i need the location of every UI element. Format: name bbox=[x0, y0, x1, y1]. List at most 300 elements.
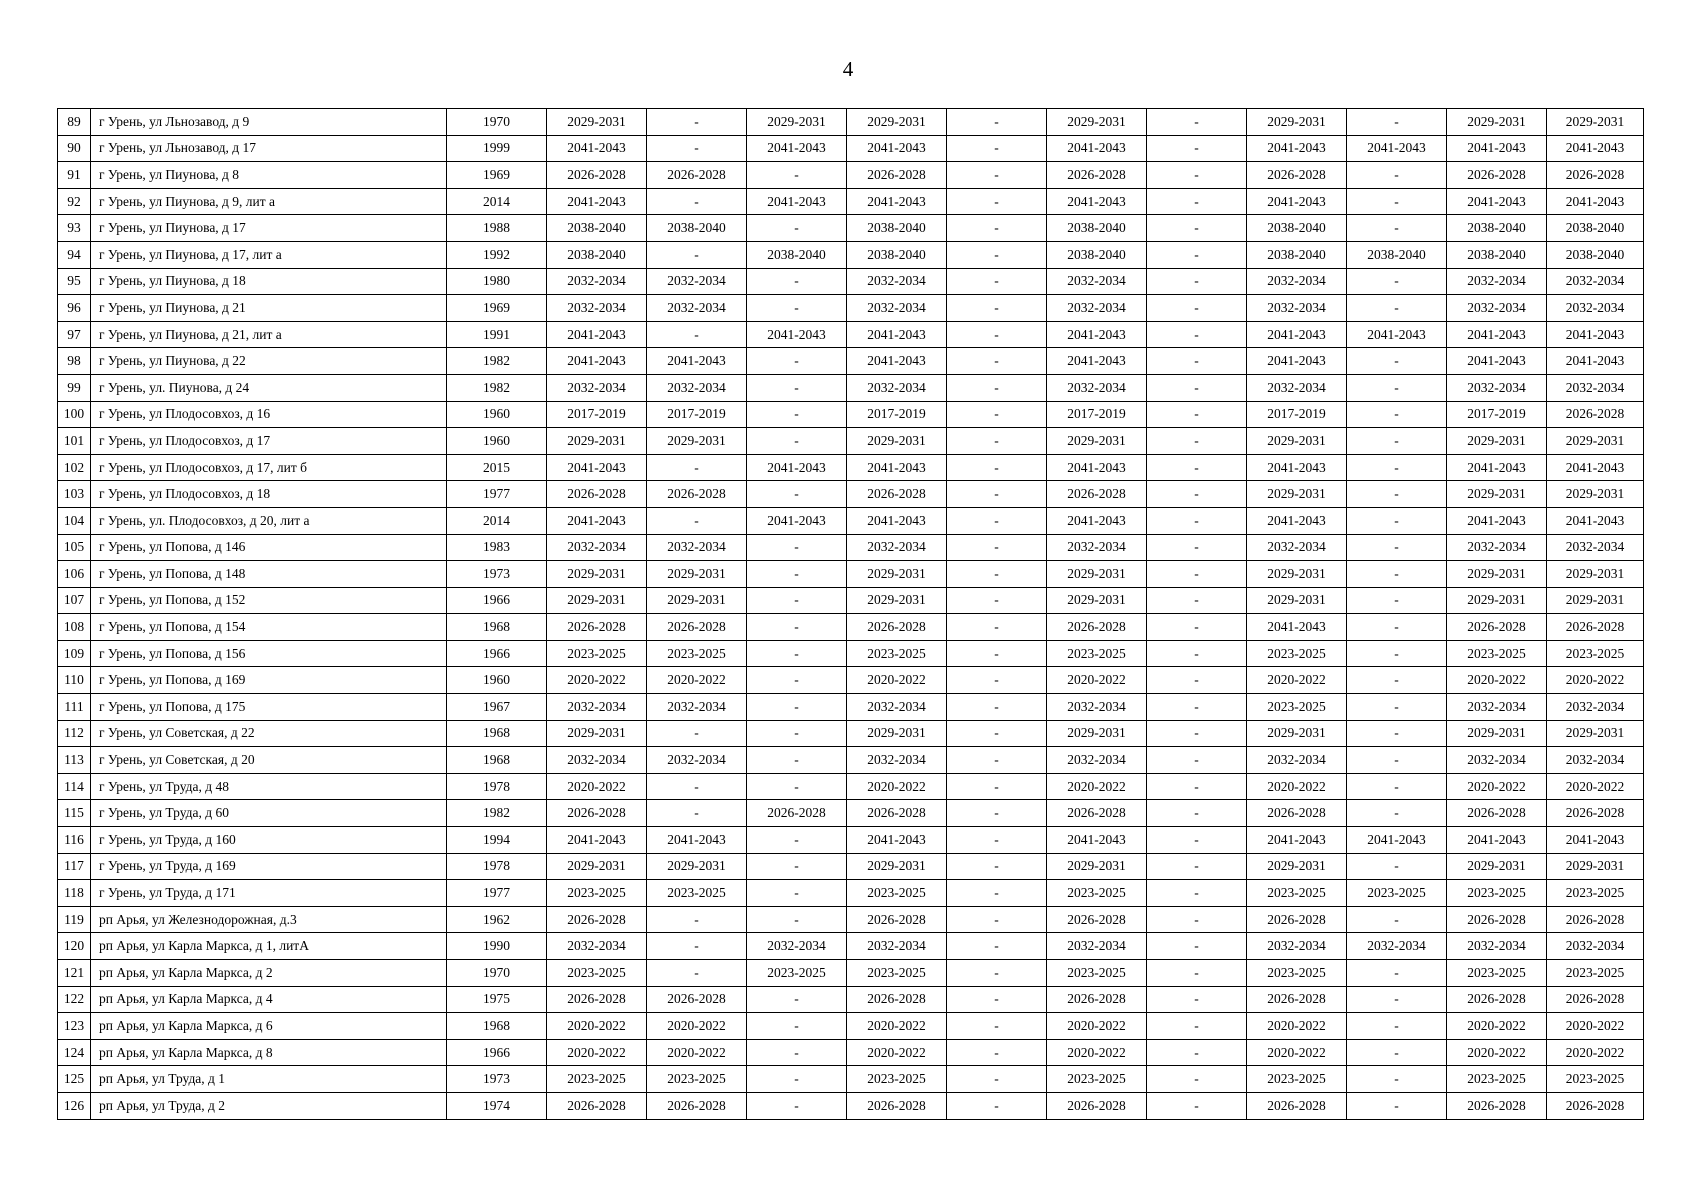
page-number: 4 bbox=[842, 57, 854, 81]
period-cell-5: - bbox=[947, 348, 1047, 375]
period-cell-8: 2023-2025 bbox=[1247, 1066, 1347, 1093]
period-cell-6: 2026-2028 bbox=[1047, 800, 1147, 827]
table-row bbox=[58, 906, 1644, 933]
period-cell-4: 2032-2034 bbox=[847, 268, 947, 295]
period-cell-11: 2026-2028 bbox=[1547, 1092, 1644, 1119]
period-cell-6: 2041-2043 bbox=[1047, 321, 1147, 348]
period-cell-10: 2020-2022 bbox=[1447, 1039, 1547, 1066]
period-cell-2: - bbox=[647, 960, 747, 987]
period-cell-7: - bbox=[1147, 241, 1247, 268]
period-cell-5: - bbox=[947, 109, 1047, 136]
period-cell-9: - bbox=[1347, 561, 1447, 588]
period-cell-11: 2032-2034 bbox=[1547, 295, 1644, 322]
period-cell-7: - bbox=[1147, 720, 1247, 747]
period-cell-7: - bbox=[1147, 401, 1247, 428]
period-cell-2: 2038-2040 bbox=[647, 215, 747, 242]
table-row bbox=[58, 747, 1644, 774]
period-cell-4: 2041-2043 bbox=[847, 135, 947, 162]
table-row bbox=[58, 880, 1644, 907]
period-cell-1: 2029-2031 bbox=[547, 853, 647, 880]
period-cell-4: 2032-2034 bbox=[847, 694, 947, 721]
table-row bbox=[58, 827, 1644, 854]
period-cell-3: - bbox=[747, 614, 847, 641]
period-cell-11: 2029-2031 bbox=[1547, 109, 1644, 136]
period-cell-2: - bbox=[647, 800, 747, 827]
period-cell-2: 2023-2025 bbox=[647, 880, 747, 907]
period-cell-6: 2026-2028 bbox=[1047, 986, 1147, 1013]
period-cell-8: 2032-2034 bbox=[1247, 933, 1347, 960]
period-cell-5: - bbox=[947, 428, 1047, 455]
period-cell-3: - bbox=[747, 401, 847, 428]
table-row bbox=[58, 561, 1644, 588]
period-cell-10: 2032-2034 bbox=[1447, 933, 1547, 960]
period-cell-11: 2038-2040 bbox=[1547, 215, 1644, 242]
period-cell-10: 2041-2043 bbox=[1447, 827, 1547, 854]
period-cell-8: 2020-2022 bbox=[1247, 667, 1347, 694]
period-cell-3: 2026-2028 bbox=[747, 800, 847, 827]
period-cell-9: - bbox=[1347, 747, 1447, 774]
period-cell-8: 2029-2031 bbox=[1247, 481, 1347, 508]
period-cell-5: - bbox=[947, 268, 1047, 295]
period-cell-11: 2029-2031 bbox=[1547, 561, 1644, 588]
address-cell: рп Арья, ул Карла Маркса, д 1, литА bbox=[91, 933, 447, 960]
year-built-cell: 1990 bbox=[447, 933, 547, 960]
period-cell-5: - bbox=[947, 747, 1047, 774]
period-cell-8: 2026-2028 bbox=[1247, 1092, 1347, 1119]
period-cell-6: 2041-2043 bbox=[1047, 135, 1147, 162]
address-cell: рп Арья, ул Труда, д 2 bbox=[91, 1092, 447, 1119]
period-cell-10: 2023-2025 bbox=[1447, 880, 1547, 907]
period-cell-1: 2029-2031 bbox=[547, 561, 647, 588]
table-row bbox=[58, 109, 1644, 136]
period-cell-2: 2032-2034 bbox=[647, 268, 747, 295]
period-cell-4: 2029-2031 bbox=[847, 561, 947, 588]
period-cell-8: 2020-2022 bbox=[1247, 1013, 1347, 1040]
row-number-cell: 121 bbox=[58, 960, 91, 987]
period-cell-2: 2023-2025 bbox=[647, 640, 747, 667]
period-cell-11: 2032-2034 bbox=[1547, 374, 1644, 401]
address-cell: г Урень, ул Труда, д 48 bbox=[91, 773, 447, 800]
year-built-cell: 1977 bbox=[447, 880, 547, 907]
period-cell-10: 2026-2028 bbox=[1447, 1092, 1547, 1119]
period-cell-8: 2041-2043 bbox=[1247, 507, 1347, 534]
year-built-cell: 1967 bbox=[447, 694, 547, 721]
period-cell-6: 2038-2040 bbox=[1047, 241, 1147, 268]
period-cell-7: - bbox=[1147, 534, 1247, 561]
row-number-cell: 100 bbox=[58, 401, 91, 428]
period-cell-10: 2041-2043 bbox=[1447, 135, 1547, 162]
period-cell-7: - bbox=[1147, 481, 1247, 508]
period-cell-1: 2026-2028 bbox=[547, 800, 647, 827]
period-cell-3: 2023-2025 bbox=[747, 960, 847, 987]
address-cell: г Урень, ул Попова, д 152 bbox=[91, 587, 447, 614]
period-cell-8: 2041-2043 bbox=[1247, 348, 1347, 375]
period-cell-8: 2032-2034 bbox=[1247, 295, 1347, 322]
period-cell-6: 2026-2028 bbox=[1047, 1092, 1147, 1119]
row-number-cell: 91 bbox=[58, 162, 91, 189]
address-cell: г Урень, ул Пиунова, д 21 bbox=[91, 295, 447, 322]
period-cell-9: 2023-2025 bbox=[1347, 880, 1447, 907]
year-built-cell: 1978 bbox=[447, 773, 547, 800]
address-cell: г Урень, ул Льнозавод, д 9 bbox=[91, 109, 447, 136]
period-cell-5: - bbox=[947, 454, 1047, 481]
period-cell-4: 2041-2043 bbox=[847, 321, 947, 348]
period-cell-1: 2026-2028 bbox=[547, 986, 647, 1013]
period-cell-4: 2041-2043 bbox=[847, 188, 947, 215]
period-cell-3: - bbox=[747, 720, 847, 747]
period-cell-11: 2029-2031 bbox=[1547, 428, 1644, 455]
address-cell: рп Арья, ул Карла Маркса, д 8 bbox=[91, 1039, 447, 1066]
period-cell-2: 2026-2028 bbox=[647, 481, 747, 508]
period-cell-3: - bbox=[747, 773, 847, 800]
period-cell-7: - bbox=[1147, 827, 1247, 854]
period-cell-3: 2041-2043 bbox=[747, 135, 847, 162]
row-number-cell: 114 bbox=[58, 773, 91, 800]
table-row bbox=[58, 853, 1644, 880]
period-cell-1: 2020-2022 bbox=[547, 667, 647, 694]
period-cell-4: 2026-2028 bbox=[847, 906, 947, 933]
period-cell-10: 2026-2028 bbox=[1447, 162, 1547, 189]
year-built-cell: 1982 bbox=[447, 800, 547, 827]
table-row bbox=[58, 135, 1644, 162]
row-number-cell: 89 bbox=[58, 109, 91, 136]
period-cell-6: 2032-2034 bbox=[1047, 747, 1147, 774]
year-built-cell: 1968 bbox=[447, 747, 547, 774]
period-cell-4: 2020-2022 bbox=[847, 1039, 947, 1066]
period-cell-3: - bbox=[747, 1013, 847, 1040]
period-cell-2: 2032-2034 bbox=[647, 295, 747, 322]
period-cell-3: 2041-2043 bbox=[747, 188, 847, 215]
period-cell-5: - bbox=[947, 960, 1047, 987]
table-row bbox=[58, 374, 1644, 401]
address-cell: г Урень, ул. Плодосовхоз, д 20, лит а bbox=[91, 507, 447, 534]
period-cell-4: 2026-2028 bbox=[847, 1092, 947, 1119]
period-cell-11: 2020-2022 bbox=[1547, 1039, 1644, 1066]
period-cell-6: 2020-2022 bbox=[1047, 773, 1147, 800]
period-cell-5: - bbox=[947, 853, 1047, 880]
period-cell-9: - bbox=[1347, 428, 1447, 455]
row-number-cell: 93 bbox=[58, 215, 91, 242]
table-row bbox=[58, 667, 1644, 694]
year-built-cell: 1980 bbox=[447, 268, 547, 295]
period-cell-4: 2020-2022 bbox=[847, 1013, 947, 1040]
row-number-cell: 96 bbox=[58, 295, 91, 322]
period-cell-8: 2041-2043 bbox=[1247, 827, 1347, 854]
year-built-cell: 1978 bbox=[447, 853, 547, 880]
period-cell-2: 2041-2043 bbox=[647, 827, 747, 854]
period-cell-1: 2026-2028 bbox=[547, 481, 647, 508]
period-cell-2: 2029-2031 bbox=[647, 428, 747, 455]
period-cell-11: 2029-2031 bbox=[1547, 587, 1644, 614]
period-cell-5: - bbox=[947, 321, 1047, 348]
table-row bbox=[58, 1013, 1644, 1040]
table-row bbox=[58, 773, 1644, 800]
period-cell-7: - bbox=[1147, 428, 1247, 455]
address-cell: г Урень, ул Попова, д 148 bbox=[91, 561, 447, 588]
address-cell: г Урень, ул Пиунова, д 18 bbox=[91, 268, 447, 295]
address-cell: г Урень, ул Плодосовхоз, д 17, лит б bbox=[91, 454, 447, 481]
table-row bbox=[58, 401, 1644, 428]
period-cell-5: - bbox=[947, 1013, 1047, 1040]
period-cell-7: - bbox=[1147, 188, 1247, 215]
period-cell-9: - bbox=[1347, 640, 1447, 667]
period-cell-10: 2023-2025 bbox=[1447, 640, 1547, 667]
row-number-cell: 122 bbox=[58, 986, 91, 1013]
period-cell-5: - bbox=[947, 374, 1047, 401]
row-number-cell: 106 bbox=[58, 561, 91, 588]
period-cell-11: 2029-2031 bbox=[1547, 853, 1644, 880]
address-cell: г Урень, ул Плодосовхоз, д 17 bbox=[91, 428, 447, 455]
year-built-cell: 1973 bbox=[447, 1066, 547, 1093]
period-cell-10: 2023-2025 bbox=[1447, 1066, 1547, 1093]
period-cell-5: - bbox=[947, 507, 1047, 534]
period-cell-9: - bbox=[1347, 481, 1447, 508]
period-cell-11: 2032-2034 bbox=[1547, 933, 1644, 960]
period-cell-1: 2029-2031 bbox=[547, 428, 647, 455]
period-cell-3: 2032-2034 bbox=[747, 933, 847, 960]
year-built-cell: 1966 bbox=[447, 587, 547, 614]
period-cell-6: 2020-2022 bbox=[1047, 1013, 1147, 1040]
address-cell: г Урень, ул Пиунова, д 9, лит а bbox=[91, 188, 447, 215]
period-cell-7: - bbox=[1147, 348, 1247, 375]
year-built-cell: 1973 bbox=[447, 561, 547, 588]
period-cell-9: - bbox=[1347, 986, 1447, 1013]
period-cell-8: 2041-2043 bbox=[1247, 454, 1347, 481]
period-cell-10: 2032-2034 bbox=[1447, 534, 1547, 561]
table-row bbox=[58, 1092, 1644, 1119]
period-cell-10: 2017-2019 bbox=[1447, 401, 1547, 428]
period-cell-6: 2032-2034 bbox=[1047, 268, 1147, 295]
period-cell-6: 2020-2022 bbox=[1047, 667, 1147, 694]
period-cell-2: 2026-2028 bbox=[647, 1092, 747, 1119]
period-cell-5: - bbox=[947, 481, 1047, 508]
period-cell-11: 2041-2043 bbox=[1547, 454, 1644, 481]
row-number-cell: 94 bbox=[58, 241, 91, 268]
period-cell-1: 2029-2031 bbox=[547, 587, 647, 614]
period-cell-11: 2026-2028 bbox=[1547, 162, 1644, 189]
period-cell-6: 2041-2043 bbox=[1047, 454, 1147, 481]
period-cell-5: - bbox=[947, 587, 1047, 614]
period-cell-4: 2029-2031 bbox=[847, 720, 947, 747]
period-cell-3: - bbox=[747, 986, 847, 1013]
year-built-cell: 1975 bbox=[447, 986, 547, 1013]
period-cell-9: - bbox=[1347, 109, 1447, 136]
period-cell-4: 2041-2043 bbox=[847, 454, 947, 481]
row-number-cell: 97 bbox=[58, 321, 91, 348]
period-cell-1: 2032-2034 bbox=[547, 374, 647, 401]
period-cell-2: 2026-2028 bbox=[647, 162, 747, 189]
period-cell-2: - bbox=[647, 135, 747, 162]
period-cell-2: 2026-2028 bbox=[647, 614, 747, 641]
period-cell-6: 2032-2034 bbox=[1047, 295, 1147, 322]
address-cell: г Урень, ул Попова, д 175 bbox=[91, 694, 447, 721]
period-cell-7: - bbox=[1147, 986, 1247, 1013]
row-number-cell: 111 bbox=[58, 694, 91, 721]
period-cell-1: 2026-2028 bbox=[547, 1092, 647, 1119]
row-number-cell: 110 bbox=[58, 667, 91, 694]
table-row bbox=[58, 268, 1644, 295]
period-cell-11: 2032-2034 bbox=[1547, 534, 1644, 561]
row-number-cell: 105 bbox=[58, 534, 91, 561]
period-cell-4: 2023-2025 bbox=[847, 1066, 947, 1093]
year-built-cell: 1983 bbox=[447, 534, 547, 561]
row-number-cell: 95 bbox=[58, 268, 91, 295]
period-cell-9: - bbox=[1347, 1066, 1447, 1093]
period-cell-6: 2029-2031 bbox=[1047, 587, 1147, 614]
period-cell-6: 2029-2031 bbox=[1047, 109, 1147, 136]
period-cell-7: - bbox=[1147, 507, 1247, 534]
address-cell: г Урень, ул Попова, д 169 bbox=[91, 667, 447, 694]
period-cell-11: 2020-2022 bbox=[1547, 1013, 1644, 1040]
table-row bbox=[58, 241, 1644, 268]
period-cell-3: - bbox=[747, 348, 847, 375]
period-cell-7: - bbox=[1147, 640, 1247, 667]
address-cell: г Урень, ул Советская, д 20 bbox=[91, 747, 447, 774]
period-cell-7: - bbox=[1147, 614, 1247, 641]
period-cell-1: 2041-2043 bbox=[547, 188, 647, 215]
period-cell-5: - bbox=[947, 614, 1047, 641]
address-cell: г Урень, ул. Пиунова, д 24 bbox=[91, 374, 447, 401]
period-cell-1: 2032-2034 bbox=[547, 268, 647, 295]
period-cell-9: - bbox=[1347, 853, 1447, 880]
period-cell-4: 2026-2028 bbox=[847, 614, 947, 641]
period-cell-8: 2029-2031 bbox=[1247, 428, 1347, 455]
period-cell-11: 2041-2043 bbox=[1547, 827, 1644, 854]
period-cell-4: 2026-2028 bbox=[847, 986, 947, 1013]
period-cell-3: - bbox=[747, 162, 847, 189]
period-cell-10: 2026-2028 bbox=[1447, 906, 1547, 933]
period-cell-7: - bbox=[1147, 906, 1247, 933]
address-cell: г Урень, ул Пиунова, д 22 bbox=[91, 348, 447, 375]
row-number-cell: 98 bbox=[58, 348, 91, 375]
period-cell-10: 2032-2034 bbox=[1447, 295, 1547, 322]
period-cell-5: - bbox=[947, 534, 1047, 561]
row-number-cell: 115 bbox=[58, 800, 91, 827]
year-built-cell: 1974 bbox=[447, 1092, 547, 1119]
row-number-cell: 90 bbox=[58, 135, 91, 162]
period-cell-10: 2026-2028 bbox=[1447, 986, 1547, 1013]
table-row bbox=[58, 800, 1644, 827]
period-cell-1: 2023-2025 bbox=[547, 880, 647, 907]
period-cell-8: 2026-2028 bbox=[1247, 800, 1347, 827]
period-cell-8: 2032-2034 bbox=[1247, 268, 1347, 295]
period-cell-6: 2041-2043 bbox=[1047, 348, 1147, 375]
period-cell-3: - bbox=[747, 640, 847, 667]
period-cell-9: 2038-2040 bbox=[1347, 241, 1447, 268]
period-cell-9: - bbox=[1347, 401, 1447, 428]
period-cell-10: 2029-2031 bbox=[1447, 587, 1547, 614]
address-cell: рп Арья, ул Труда, д 1 bbox=[91, 1066, 447, 1093]
address-cell: г Урень, ул Плодосовхоз, д 18 bbox=[91, 481, 447, 508]
period-cell-5: - bbox=[947, 933, 1047, 960]
period-cell-2: 2020-2022 bbox=[647, 667, 747, 694]
period-cell-3: - bbox=[747, 561, 847, 588]
table-row bbox=[58, 454, 1644, 481]
period-cell-2: 2029-2031 bbox=[647, 587, 747, 614]
period-cell-4: 2026-2028 bbox=[847, 162, 947, 189]
row-number-cell: 126 bbox=[58, 1092, 91, 1119]
year-built-cell: 1999 bbox=[447, 135, 547, 162]
period-cell-11: 2032-2034 bbox=[1547, 747, 1644, 774]
period-cell-6: 2023-2025 bbox=[1047, 640, 1147, 667]
period-cell-9: 2041-2043 bbox=[1347, 135, 1447, 162]
period-cell-1: 2041-2043 bbox=[547, 454, 647, 481]
period-cell-9: - bbox=[1347, 188, 1447, 215]
row-number-cell: 116 bbox=[58, 827, 91, 854]
period-cell-3: - bbox=[747, 268, 847, 295]
period-cell-8: 2020-2022 bbox=[1247, 773, 1347, 800]
period-cell-9: - bbox=[1347, 215, 1447, 242]
table-row bbox=[58, 1039, 1644, 1066]
period-cell-3: - bbox=[747, 694, 847, 721]
period-cell-9: - bbox=[1347, 667, 1447, 694]
period-cell-3: - bbox=[747, 880, 847, 907]
period-cell-7: - bbox=[1147, 454, 1247, 481]
period-cell-11: 2020-2022 bbox=[1547, 667, 1644, 694]
row-number-cell: 123 bbox=[58, 1013, 91, 1040]
period-cell-11: 2026-2028 bbox=[1547, 986, 1644, 1013]
period-cell-5: - bbox=[947, 1039, 1047, 1066]
period-cell-11: 2026-2028 bbox=[1547, 906, 1644, 933]
period-cell-9: - bbox=[1347, 1013, 1447, 1040]
period-cell-2: - bbox=[647, 454, 747, 481]
period-cell-1: 2032-2034 bbox=[547, 534, 647, 561]
period-cell-1: 2023-2025 bbox=[547, 1066, 647, 1093]
address-cell: г Урень, ул Льнозавод, д 17 bbox=[91, 135, 447, 162]
period-cell-9: - bbox=[1347, 614, 1447, 641]
period-cell-10: 2026-2028 bbox=[1447, 800, 1547, 827]
period-cell-10: 2029-2031 bbox=[1447, 109, 1547, 136]
period-cell-1: 2020-2022 bbox=[547, 1039, 647, 1066]
period-cell-10: 2029-2031 bbox=[1447, 481, 1547, 508]
period-cell-6: 2038-2040 bbox=[1047, 215, 1147, 242]
period-cell-3: 2029-2031 bbox=[747, 109, 847, 136]
period-cell-2: 2026-2028 bbox=[647, 986, 747, 1013]
period-cell-9: - bbox=[1347, 1039, 1447, 1066]
period-cell-10: 2038-2040 bbox=[1447, 241, 1547, 268]
period-cell-3: - bbox=[747, 215, 847, 242]
address-cell: г Урень, ул Труда, д 171 bbox=[91, 880, 447, 907]
period-cell-4: 2041-2043 bbox=[847, 507, 947, 534]
period-cell-4: 2026-2028 bbox=[847, 481, 947, 508]
period-cell-10: 2032-2034 bbox=[1447, 747, 1547, 774]
period-cell-4: 2041-2043 bbox=[847, 348, 947, 375]
year-built-cell: 1991 bbox=[447, 321, 547, 348]
period-cell-8: 2041-2043 bbox=[1247, 188, 1347, 215]
period-cell-8: 2041-2043 bbox=[1247, 321, 1347, 348]
period-cell-8: 2038-2040 bbox=[1247, 241, 1347, 268]
period-cell-4: 2038-2040 bbox=[847, 215, 947, 242]
period-cell-4: 2029-2031 bbox=[847, 587, 947, 614]
period-cell-8: 2032-2034 bbox=[1247, 374, 1347, 401]
period-cell-10: 2020-2022 bbox=[1447, 773, 1547, 800]
period-cell-6: 2041-2043 bbox=[1047, 507, 1147, 534]
period-cell-5: - bbox=[947, 401, 1047, 428]
row-number-cell: 124 bbox=[58, 1039, 91, 1066]
year-built-cell: 1994 bbox=[447, 827, 547, 854]
period-cell-8: 2029-2031 bbox=[1247, 853, 1347, 880]
period-cell-10: 2041-2043 bbox=[1447, 348, 1547, 375]
period-cell-10: 2026-2028 bbox=[1447, 614, 1547, 641]
period-cell-9: - bbox=[1347, 694, 1447, 721]
period-cell-3: 2038-2040 bbox=[747, 241, 847, 268]
year-built-cell: 1960 bbox=[447, 667, 547, 694]
table-row bbox=[58, 321, 1644, 348]
period-cell-3: 2041-2043 bbox=[747, 507, 847, 534]
period-cell-7: - bbox=[1147, 1092, 1247, 1119]
period-cell-11: 2023-2025 bbox=[1547, 880, 1644, 907]
address-cell: г Урень, ул Пиунова, д 8 bbox=[91, 162, 447, 189]
